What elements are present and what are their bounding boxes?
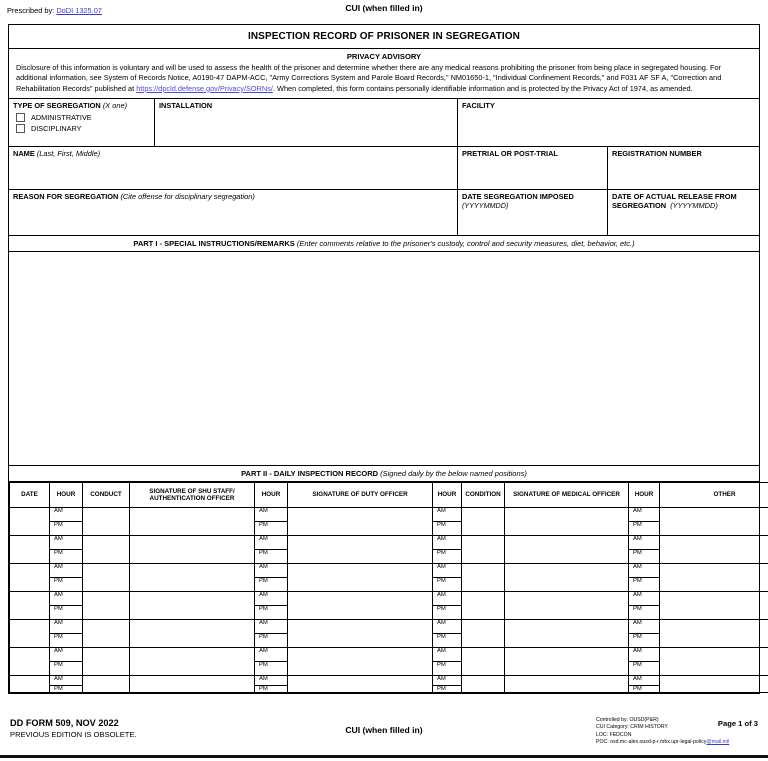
pm-slot[interactable]: PM (633, 549, 642, 556)
pm-slot[interactable]: PM (259, 633, 268, 640)
facility-label: FACILITY (462, 101, 495, 111)
poc-email-domain[interactable]: @mail.mil (706, 739, 730, 746)
page-number: Page 1 of 3 (717, 719, 758, 728)
pm-slot[interactable]: PM (633, 633, 642, 640)
cell-signature-shu[interactable] (130, 564, 255, 592)
table-row (10, 508, 768, 536)
part1-hint: (Enter comments relative to the prisoner's custody, control and security measures, diet, behavior, etc.) (296, 239, 635, 249)
am-slot[interactable]: AM (629, 592, 659, 606)
col-signature-duty-officer: SIGNATURE OF DUTY OFFICER (288, 483, 433, 508)
cell-hour-4[interactable] (629, 536, 660, 564)
checkbox-administrative[interactable] (16, 113, 150, 122)
cell-date[interactable] (10, 620, 50, 648)
cell-hour-4[interactable] (629, 508, 660, 536)
cell-conduct[interactable] (83, 508, 130, 536)
prescribed-by-label: Prescribed by: (7, 6, 55, 15)
pretrial-label: PRETRIAL OR POST-TRIAL (462, 149, 558, 159)
pm-slot[interactable]: PM (633, 686, 642, 693)
am-slot[interactable]: AM (433, 648, 461, 662)
form-frame (8, 24, 760, 694)
cell-signature-shu[interactable] (130, 648, 255, 676)
cell-hour-4[interactable] (629, 676, 660, 693)
part2-hint: (Signed daily by the below named positions) (380, 469, 527, 479)
cell-date[interactable] (10, 592, 50, 620)
field-registration-number[interactable] (608, 147, 759, 189)
cell-conduct[interactable] (83, 536, 130, 564)
form-id: DD FORM 509, NOV 2022 (10, 718, 119, 728)
cell-hour-4[interactable] (629, 564, 660, 592)
cell-hour-1[interactable] (50, 648, 83, 676)
col-hour-2: HOUR (255, 483, 288, 508)
cell-condition[interactable] (462, 648, 505, 676)
table-row (10, 564, 768, 592)
cell-date[interactable] (10, 536, 50, 564)
cell-signature-medical-officer[interactable] (505, 564, 629, 592)
type-of-segregation-hint: (X one) (102, 101, 128, 111)
cell-hour-3[interactable] (433, 508, 462, 536)
cell-conduct[interactable] (83, 620, 130, 648)
col-date: DATE (10, 483, 50, 508)
pm-slot[interactable]: PM (437, 577, 446, 584)
part1-remarks-area[interactable] (9, 252, 759, 466)
cell-hour-3[interactable] (433, 564, 462, 592)
checkbox-administrative-box[interactable] (16, 113, 25, 122)
col-hour-4: HOUR (629, 483, 660, 508)
pm-slot[interactable]: PM (54, 633, 63, 640)
pm-slot[interactable]: PM (54, 661, 63, 668)
field-type-of-segregation (9, 99, 155, 146)
am-slot[interactable]: AM (433, 564, 461, 578)
previous-edition-note: PREVIOUS EDITION IS OBSOLETE. (10, 730, 137, 739)
am-slot[interactable]: AM (255, 648, 287, 662)
am-slot[interactable]: AM (50, 508, 82, 522)
am-slot[interactable]: AM (255, 536, 287, 550)
cell-signature-duty-officer[interactable] (288, 648, 433, 676)
cell-other[interactable] (660, 648, 768, 676)
cell-hour-2[interactable] (255, 508, 288, 536)
field-reason[interactable] (9, 190, 458, 235)
controlled-by: Controlled by: OUSD(P&R) (596, 717, 659, 723)
pm-slot[interactable]: PM (437, 521, 446, 528)
checkbox-disciplinary-label: DISCIPLINARY (31, 124, 82, 134)
bottom-rule (0, 755, 768, 758)
cell-signature-medical-officer[interactable] (505, 620, 629, 648)
daily-inspection-table (9, 482, 768, 693)
privacy-advisory-heading: PRIVACY ADVISORY (346, 52, 422, 61)
am-slot[interactable]: AM (629, 648, 659, 662)
table-header-row (10, 483, 768, 508)
cui-category: CUI Category: CRIM HISTORY (596, 724, 668, 731)
cell-hour-2[interactable] (255, 592, 288, 620)
name-hint: (Last, First, Middle) (36, 149, 101, 159)
col-signature-shu (130, 483, 255, 508)
col-hour-1: HOUR (50, 483, 83, 508)
cell-hour-1[interactable] (50, 676, 83, 693)
name-text: NAME (13, 149, 35, 159)
pm-slot[interactable]: PM (54, 686, 63, 693)
cell-hour-3[interactable] (433, 592, 462, 620)
am-slot[interactable]: AM (433, 508, 461, 522)
field-name[interactable] (9, 147, 458, 189)
cell-signature-duty-officer[interactable] (288, 592, 433, 620)
cell-signature-medical-officer[interactable] (505, 592, 629, 620)
cell-hour-2[interactable] (255, 648, 288, 676)
am-slot[interactable]: AM (629, 564, 659, 578)
reason-label (13, 192, 453, 201)
cell-condition[interactable] (462, 536, 505, 564)
pm-slot[interactable]: PM (259, 686, 268, 693)
cell-other[interactable] (660, 508, 768, 536)
cell-signature-medical-officer[interactable] (505, 676, 629, 693)
form-footer (8, 716, 760, 752)
cell-other[interactable] (660, 536, 768, 564)
privacy-advisory-text (9, 61, 759, 98)
cell-signature-duty-officer[interactable] (288, 564, 433, 592)
col-signature-shu-line1: SIGNATURE OF SHU STAFF/ (149, 487, 235, 495)
reason-text: REASON FOR SEGREGATION (13, 192, 119, 202)
pm-slot[interactable]: PM (54, 577, 63, 584)
am-slot[interactable]: AM (629, 620, 659, 634)
loc: LOC: FEDCON (596, 731, 632, 738)
cell-hour-1[interactable] (50, 592, 83, 620)
cell-other[interactable] (660, 564, 768, 592)
part2-title: PART II - DAILY INSPECTION RECORD (241, 469, 379, 479)
cell-signature-duty-officer[interactable] (288, 536, 433, 564)
page-title: INSPECTION RECORD OF PRISONER IN SEGREGATION (9, 25, 759, 49)
row-reason (9, 190, 759, 236)
privacy-text-part1: Disclosure of this information is voluntary and will be used to assess the health of the prisoner and determine whether there are any medical reasons prohibiting the prisoner from being place in segregated housing. For additional information, see System of Records Notice, A0190-47 DAPM-ACC, "Army Corrections System and Parole Board Records," NM01650-1, "Individual Confinement Records," and F031 AF SF A, "Correction and Rehabilitation Records" published at (16, 63, 722, 93)
cell-hour-3[interactable] (433, 620, 462, 648)
pm-slot[interactable]: PM (437, 661, 446, 668)
checkbox-administrative-label: ADMINISTRATIVE (31, 112, 92, 122)
am-slot[interactable]: AM (255, 564, 287, 578)
cell-hour-3[interactable] (433, 536, 462, 564)
type-of-segregation-label (13, 101, 150, 110)
col-signature-shu-line2: AUTHENTICATION OFFICER (149, 495, 235, 503)
pm-slot[interactable]: PM (633, 521, 642, 528)
field-date-imposed[interactable] (458, 190, 608, 235)
cell-signature-medical-officer[interactable] (505, 536, 629, 564)
cell-condition[interactable] (462, 592, 505, 620)
cell-hour-1[interactable] (50, 564, 83, 592)
col-conduct: CONDUCT (83, 483, 130, 508)
pm-slot[interactable]: PM (259, 549, 268, 556)
col-condition: CONDITION (462, 483, 505, 508)
cell-conduct[interactable] (83, 592, 130, 620)
cell-hour-2[interactable] (255, 536, 288, 564)
table-row (10, 676, 768, 693)
cell-conduct[interactable] (83, 676, 130, 693)
pm-slot[interactable]: PM (633, 605, 642, 612)
date-release-label-line2 (612, 201, 755, 210)
pm-slot[interactable]: PM (54, 521, 63, 528)
pm-slot[interactable]: PM (633, 661, 642, 668)
pm-slot[interactable]: PM (437, 686, 446, 693)
row-name (9, 147, 759, 190)
am-slot[interactable]: AM (50, 676, 82, 686)
cell-hour-1[interactable] (50, 508, 83, 536)
cell-hour-1[interactable] (50, 620, 83, 648)
am-slot[interactable]: AM (433, 676, 461, 686)
am-slot[interactable]: AM (50, 620, 82, 634)
cell-hour-2[interactable] (255, 620, 288, 648)
date-imposed-hint: (YYYYMMDD) (462, 201, 509, 211)
am-slot[interactable]: AM (433, 592, 461, 606)
poc (596, 739, 729, 746)
am-slot[interactable]: AM (255, 676, 287, 686)
am-slot[interactable]: AM (255, 620, 287, 634)
table-row (10, 620, 768, 648)
cell-hour-4[interactable] (629, 620, 660, 648)
cell-signature-duty-officer[interactable] (288, 676, 433, 693)
cell-signature-shu[interactable] (130, 676, 255, 693)
cui-banner-top: CUI (when filled in) (345, 3, 423, 13)
privacy-advisory-block (9, 49, 759, 99)
pm-slot[interactable]: PM (437, 605, 446, 612)
col-other: OTHER (660, 483, 768, 508)
am-slot[interactable]: AM (629, 676, 659, 686)
date-release-label: DATE OF ACTUAL RELEASE FROM (612, 192, 737, 202)
cell-condition[interactable] (462, 564, 505, 592)
field-installation[interactable] (155, 99, 458, 146)
cell-other[interactable] (660, 592, 768, 620)
control-markings (596, 717, 729, 747)
pm-slot[interactable]: PM (54, 549, 63, 556)
am-slot[interactable]: AM (629, 536, 659, 550)
cell-hour-4[interactable] (629, 592, 660, 620)
type-of-segregation-text: TYPE OF SEGREGATION (13, 101, 101, 111)
field-date-release[interactable] (608, 190, 759, 235)
part2-header (9, 466, 759, 482)
name-label (13, 149, 453, 158)
am-slot[interactable]: AM (50, 648, 82, 662)
am-slot[interactable]: AM (255, 592, 287, 606)
row-segregation-type (9, 99, 759, 147)
date-release-hint: (YYYYMMDD) (670, 201, 718, 211)
date-release-line2-text: SEGREGATION (612, 201, 667, 211)
cell-date[interactable] (10, 508, 50, 536)
am-slot[interactable]: AM (255, 508, 287, 522)
checkbox-disciplinary[interactable] (16, 124, 150, 133)
pm-slot[interactable]: PM (437, 549, 446, 556)
cell-date[interactable] (10, 676, 50, 693)
cell-signature-shu[interactable] (130, 592, 255, 620)
cell-date[interactable] (10, 648, 50, 676)
part1-title: PART I - SPECIAL INSTRUCTIONS/REMARKS (133, 239, 295, 249)
pm-slot[interactable]: PM (54, 605, 63, 612)
cell-other[interactable] (660, 620, 768, 648)
pm-slot[interactable]: PM (259, 661, 268, 668)
cell-condition[interactable] (462, 508, 505, 536)
installation-label: INSTALLATION (159, 101, 213, 111)
cell-signature-shu[interactable] (130, 508, 255, 536)
cell-date[interactable] (10, 564, 50, 592)
field-pretrial[interactable] (458, 147, 608, 189)
pm-slot[interactable]: PM (633, 577, 642, 584)
pm-slot[interactable]: PM (437, 633, 446, 640)
cell-other[interactable] (660, 676, 768, 693)
cell-hour-1[interactable] (50, 536, 83, 564)
table-row (10, 592, 768, 620)
pm-slot[interactable]: PM (259, 577, 268, 584)
table-row (10, 536, 768, 564)
checkbox-disciplinary-box[interactable] (16, 124, 25, 133)
cell-signature-medical-officer[interactable] (505, 648, 629, 676)
poc-text: POC: osd.mc-alex.ousd-p-r.mbx.upr-legal-policy (596, 739, 707, 746)
cell-signature-shu[interactable] (130, 620, 255, 648)
col-hour-3: HOUR (433, 483, 462, 508)
am-slot[interactable]: AM (50, 564, 82, 578)
part1-header (9, 236, 759, 252)
cell-hour-4[interactable] (629, 648, 660, 676)
top-strip (0, 0, 768, 22)
am-slot[interactable]: AM (433, 536, 461, 550)
am-slot[interactable]: AM (629, 508, 659, 522)
cell-condition[interactable] (462, 620, 505, 648)
registration-number-label: REGISTRATION NUMBER (612, 149, 702, 159)
am-slot[interactable]: AM (50, 536, 82, 550)
sorns-link[interactable]: https://dpcld.defense.gov/Privacy/SORNs/ (136, 83, 273, 93)
cell-conduct[interactable] (83, 564, 130, 592)
cell-hour-2[interactable] (255, 676, 288, 693)
cell-signature-duty-officer[interactable] (288, 620, 433, 648)
cell-conduct[interactable] (83, 648, 130, 676)
am-slot[interactable]: AM (433, 620, 461, 634)
cell-hour-2[interactable] (255, 564, 288, 592)
table-row (10, 648, 768, 676)
col-signature-medical-officer: SIGNATURE OF MEDICAL OFFICER (505, 483, 629, 508)
cell-condition[interactable] (462, 676, 505, 693)
date-imposed-label: DATE SEGREGATION IMPOSED (462, 192, 574, 202)
am-slot[interactable]: AM (50, 592, 82, 606)
cell-hour-3[interactable] (433, 676, 462, 693)
privacy-text-part2: . When completed, this form contains personally identifiable information and is protected by the Privacy Act of 1974, as amended. (272, 83, 693, 93)
cell-signature-shu[interactable] (130, 536, 255, 564)
dodi-link[interactable]: DoDI 1325.07 (56, 6, 102, 15)
pm-slot[interactable]: PM (259, 605, 268, 612)
cui-banner-bottom: CUI (when filled in) (345, 725, 423, 735)
pm-slot[interactable]: PM (259, 521, 268, 528)
field-facility[interactable] (458, 99, 759, 146)
cell-hour-3[interactable] (433, 648, 462, 676)
reason-hint: (Cite offense for disciplinary segregation) (120, 192, 255, 202)
cell-signature-medical-officer[interactable] (505, 508, 629, 536)
cell-signature-duty-officer[interactable] (288, 508, 433, 536)
